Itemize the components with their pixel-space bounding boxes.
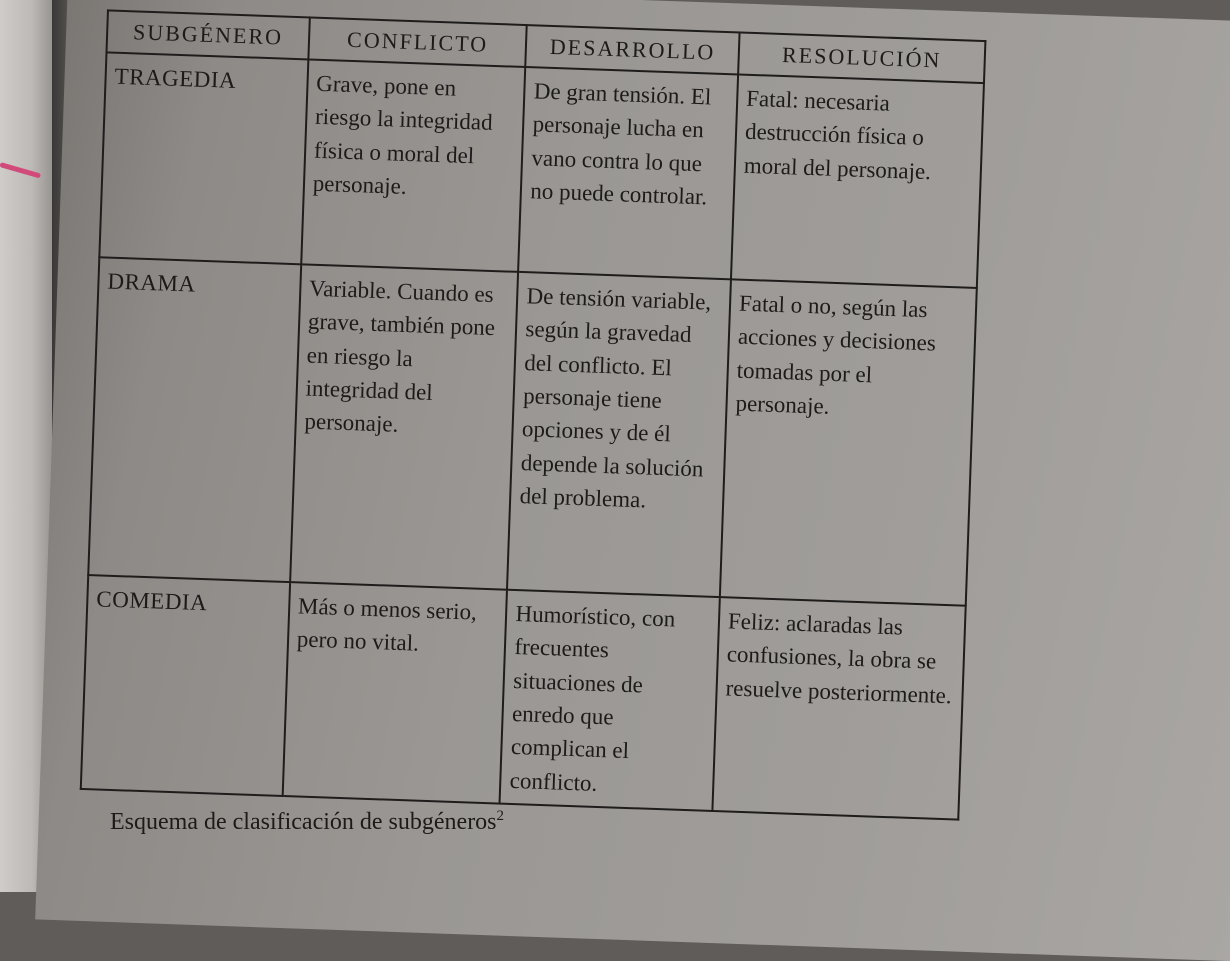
- table-caption: [110, 808, 504, 836]
- page-content: [80, 9, 987, 820]
- cell-tragedia-conflicto: Grave, pone en riesgo la integridad física o moral del personaje.: [301, 59, 526, 271]
- table-row-comedia: [81, 575, 966, 820]
- cell-drama-conflicto: Variable. Cuando es grave, también pone en riesgo la integridad del personaje.: [290, 264, 519, 589]
- header-desarrollo: DESARROLLO: [526, 25, 740, 74]
- cell-tragedia-resolucion: Fatal: necesaria destrucción física o moral del personaje.: [731, 74, 984, 287]
- table-row-tragedia: [99, 52, 984, 288]
- cell-drama-desarrollo: De tensión variable, según la gravedad del conflicto. El personaje tiene opciones y de él depende la solución del problema.: [507, 272, 730, 597]
- cell-comedia-conflicto: Más o menos serio, pero no vital.: [282, 582, 507, 804]
- caption-text: Esquema de clasificación de subgéneros: [110, 809, 497, 835]
- table-row-drama: [88, 257, 977, 605]
- header-resolucion: RESOLUCIÓN: [738, 32, 985, 82]
- cell-tragedia-desarrollo: De gran tensión. El personaje lucha en vano contra lo que no puede controlar.: [519, 67, 739, 279]
- subgenre-classification-table: [80, 9, 987, 820]
- header-conflicto: CONFLICTO: [308, 17, 527, 66]
- cell-comedia-desarrollo: Humorístico, con frecuentes situaciones de enredo que complican el conflicto.: [500, 590, 720, 811]
- caption-footnote-marker: 2: [496, 808, 505, 824]
- row-label-drama: DRAMA: [88, 257, 301, 582]
- row-label-comedia: COMEDIA: [81, 575, 290, 796]
- row-label-tragedia: TRAGEDIA: [99, 52, 308, 264]
- header-subgenero: SUBGÉNERO: [107, 10, 310, 59]
- cell-drama-resolucion: Fatal o no, según las acciones y decisiones tomadas por el personaje.: [720, 279, 977, 605]
- cell-comedia-resolucion: Feliz: aclaradas las confusiones, la obra se resuelve posteriormente.: [712, 597, 965, 820]
